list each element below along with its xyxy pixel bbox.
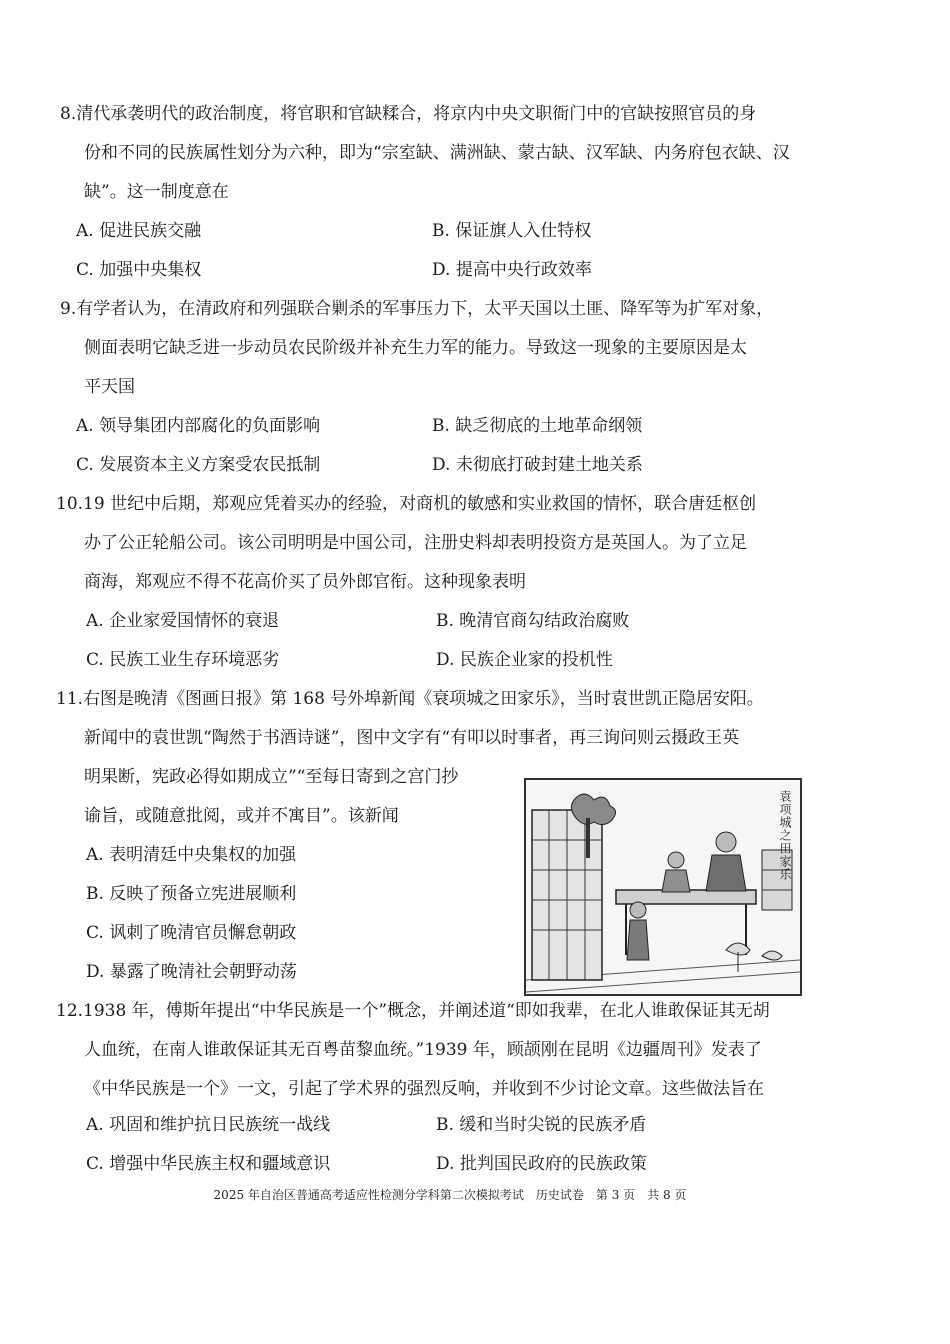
q9-option-b: B. 缺乏彻底的土地革命纲领	[432, 416, 643, 436]
q11-stem-line-1: 11.右图是晚清《图画日报》第 168 号外埠新闻《衰项城之田家乐》，当时袁世凯正隐居安阳。	[56, 689, 764, 709]
q12-stem-line-1: 12.1938 年，傅斯年提出“中华民族是一个”概念，并阐述道“即如我辈，在北人谁敢保证其无胡	[56, 1001, 770, 1021]
illustration-caption: 袁项城之田家乐	[778, 790, 792, 881]
illustration-drawing	[526, 780, 800, 994]
q9-option-a: A. 领导集团内部腐化的负面影响	[76, 416, 321, 436]
q8-option-c: C. 加强中央集权	[76, 260, 202, 280]
q11-stem-line-3: 明果断，宪政必得如期成立”“至每日寄到之宫门抄	[84, 767, 459, 787]
q11-option-d: D. 暴露了晚清社会朝野动荡	[86, 962, 297, 982]
q10-option-b: B. 晚清官商勾结政治腐败	[436, 611, 630, 631]
q10-option-a: A. 企业家爱国情怀的衰退	[86, 611, 280, 631]
q10-stem-line-1: 10.19 世纪中后期，郑观应凭着买办的经验，对商机的敏感和实业救国的情怀，联合唐廷枢创	[56, 494, 757, 514]
q10-option-c: C. 民族工业生存环境恶劣	[86, 650, 280, 670]
newspaper-illustration	[524, 778, 802, 996]
page-footer: 2025 年自治区普通高考适应性检测分学科第二次模拟考试 历史试卷 第 3 页 共 8 页	[213, 1188, 687, 1202]
q11-option-b: B. 反映了预备立宪进展顺利	[86, 884, 297, 904]
q10-option-d: D. 民族企业家的投机性	[436, 650, 613, 670]
q9-option-c: C. 发展资本主义方案受农民抵制	[76, 455, 321, 475]
q12-option-c: C. 增强中华民族主权和疆域意识	[86, 1154, 331, 1174]
q8-stem-line-2: 份和不同的民族属性划分为六种，即为“宗室缺、满洲缺、蒙古缺、汉军缺、内务府包衣缺、汉	[84, 143, 790, 163]
q9-stem-line-2: 侧面表明它缺乏进一步动员农民阶级并补充生力军的能力。导致这一现象的主要原因是太	[84, 338, 747, 358]
q9-stem-line-1: 9.有学者认为，在清政府和列强联合剿杀的军事压力下，太平天国以土匪、降军等为扩军对象，	[60, 299, 774, 319]
q11-option-a: A. 表明清廷中央集权的加强	[86, 845, 297, 865]
q12-stem-line-2: 人血统，在南人谁敢保证其无百粤苗黎血统。”1939 年，顾颉刚在昆明《边疆周刊》发表了	[84, 1040, 762, 1060]
q12-option-b: B. 缓和当时尖锐的民族矛盾	[436, 1115, 647, 1135]
q9-option-d: D. 未彻底打破封建土地关系	[432, 455, 643, 475]
q10-stem-line-3: 商海，郑观应不得不花高价买了员外郎官衔。这种现象表明	[84, 572, 526, 592]
q10-stem-line-2: 办了公正轮船公司。该公司明明是中国公司，注册史料却表明投资方是英国人。为了立足	[84, 533, 747, 553]
q8-stem-line-3: 缺”。这一制度意在	[84, 182, 229, 202]
q8-option-d: D. 提高中央行政效率	[432, 260, 592, 280]
q12-option-d: D. 批判国民政府的民族政策	[436, 1154, 647, 1174]
q11-stem-line-4: 谕旨，或随意批阅，或并不寓目”。该新闻	[84, 806, 399, 826]
q12-stem-line-3: 《中华民族是一个》一文，引起了学术界的强烈反响，并收到不少讨论文章。这些做法旨在	[84, 1079, 764, 1099]
q11-stem-line-2: 新闻中的袁世凯“陶然于书酒诗谜”，图中文字有“有叩以时事者，再三询问则云摄政王英	[84, 728, 740, 748]
q12-option-a: A. 巩固和维护抗日民族统一战线	[86, 1115, 331, 1135]
q8-stem-line-1: 8.清代承袭明代的政治制度，将官职和官缺糅合，将京内中央文职衙门中的官缺按照官员的身	[60, 104, 757, 124]
q11-option-c: C. 讽刺了晚清官员懈怠朝政	[86, 923, 297, 943]
q9-stem-line-3: 平天国	[84, 377, 135, 397]
q8-option-b: B. 保证旗人入仕特权	[432, 221, 592, 241]
q8-option-a: A. 促进民族交融	[76, 221, 202, 241]
